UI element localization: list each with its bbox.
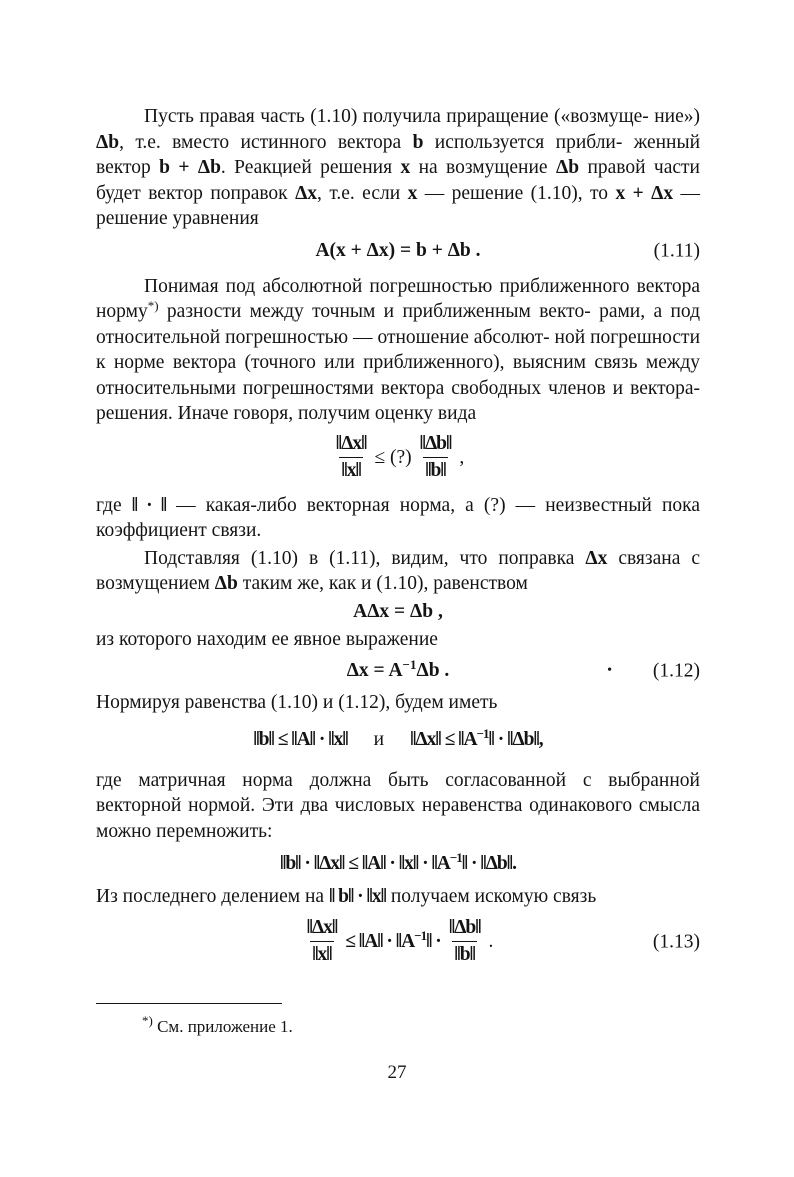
- inequality-mid: ≤ ‖A‖ · $‖A^{-1}‖$ ·: [345, 927, 441, 952]
- footnote-divider: [96, 1003, 282, 1004]
- text: Подставляя (1.10) в (1.11), видим, что поправка: [144, 547, 586, 569]
- math-inline: Δx: [585, 547, 608, 569]
- relation: ≤ (?): [374, 446, 412, 468]
- footnote-mark: *): [147, 298, 159, 313]
- text: таким же, как и (1.10), равенством: [237, 573, 528, 594]
- math-inline: ‖ · ‖: [131, 494, 167, 516]
- text: рами, а под относительной погрешностью — отношение абсолют-: [96, 301, 701, 348]
- fraction: $\frac{‖\Delta x‖}{‖x‖}$: [335, 433, 367, 481]
- paragraph-1: [96, 104, 700, 232]
- equation-norms: [96, 716, 700, 764]
- equation-expr: AΔx = Δb ,: [353, 600, 443, 622]
- math-inline: x + Δx: [615, 182, 674, 204]
- math-inline: Δx: [295, 182, 318, 204]
- text: вектора норму: [96, 275, 701, 322]
- punctuation: ,: [459, 446, 465, 468]
- text: ние»): [654, 106, 700, 127]
- text: — решение: [417, 182, 524, 204]
- text: правой части будет вектор поправок: [96, 157, 700, 204]
- text: используется прибли-: [423, 131, 623, 153]
- text: , т.е. вместо истинного вектора: [119, 131, 413, 153]
- text: , т.е. если: [317, 182, 408, 204]
- equation-product: [96, 844, 700, 884]
- equation-number: (1.13): [652, 930, 700, 952]
- text: где: [96, 494, 132, 516]
- footnote: [142, 1013, 293, 1038]
- text: (1.10), то: [530, 182, 616, 204]
- math-inline: b: [412, 131, 424, 153]
- text: возмущением: [96, 573, 215, 594]
- text: Понимая под абсолютной погрешностью приближенного: [144, 275, 630, 297]
- footnote-text: См. приложение 1.: [152, 1017, 293, 1036]
- text: свободных членов и вектора-решения. Иначе говоря, получим: [96, 377, 701, 424]
- math-inline: b + Δb: [159, 157, 221, 178]
- page-body: [96, 104, 700, 972]
- text: женный вектор: [96, 131, 701, 178]
- text: Нормируя равенства (1.10) и (1.12), будем иметь: [96, 692, 498, 713]
- text: . Реакцией решения: [220, 157, 401, 178]
- text: где матричная норма должна быть согласованной с выбранной: [96, 769, 700, 791]
- math-inline: Δb: [96, 131, 120, 153]
- text: ной погрешности к норме вектора (точного или приближенного),: [96, 326, 701, 373]
- text: связана с: [607, 547, 700, 569]
- equation-number: (1.12): [652, 660, 700, 682]
- footnote-mark: *): [142, 1013, 153, 1028]
- text: — решение уравнения: [96, 182, 700, 229]
- fraction: $\frac{‖\Delta x‖}{‖x‖}$: [306, 917, 338, 965]
- page-number: 27: [387, 1062, 407, 1083]
- text: Пусть правая часть (1.10) получила приращение («возмуще-: [144, 106, 649, 127]
- paragraph-3: [96, 493, 700, 544]
- text: векторной нормой. Эти два числовых неравенства одинакового: [96, 795, 633, 816]
- inequality-right: ‖Δx‖ ≤ $‖A^{-1}‖$ · ‖Δb‖,: [410, 725, 543, 750]
- math-inline: ‖ b‖ · ‖x‖: [328, 886, 386, 907]
- fraction: $\frac{‖\Delta b‖}{‖b‖}$: [448, 917, 481, 965]
- equation-adx: [96, 597, 700, 627]
- stray-dot: •: [607, 663, 612, 678]
- paragraph-5: [96, 627, 700, 653]
- math-inline: x: [400, 157, 411, 178]
- paragraph-4: [96, 546, 700, 597]
- equation-1-13: [96, 912, 700, 972]
- text: получаем искомую связь: [385, 886, 597, 907]
- math-inline: x: [407, 182, 418, 204]
- punctuation: .: [488, 930, 494, 952]
- text: выясним связь между относительными погрешностями вектора: [96, 352, 700, 399]
- math-inline: Δb: [214, 573, 238, 594]
- inequality-left: ‖b‖ ≤ ‖A‖ · ‖x‖: [253, 728, 348, 750]
- equation-number: (1.11): [653, 239, 700, 261]
- paragraph-7: [96, 768, 700, 845]
- conjunction: и: [373, 728, 385, 750]
- paragraph-6: [96, 690, 700, 716]
- equation-expr: A(x + Δx) = b + Δb .: [315, 239, 481, 261]
- paragraph-8: [96, 884, 700, 910]
- text: смысла можно перемножить:: [96, 795, 700, 842]
- text: — какая-либо векторная норма, а (?) — неизвестный пока: [166, 494, 700, 516]
- paragraph-2: [96, 274, 700, 427]
- equation-estimate: [96, 429, 700, 487]
- equation-1-12: [96, 652, 700, 690]
- text: оценку вида: [374, 403, 477, 424]
- text: разности между точным и приближенным векто-: [158, 301, 591, 322]
- text: Из последнего делением на: [96, 886, 329, 907]
- math-inline: Δb: [555, 157, 580, 178]
- equation-expr: ‖b‖ · ‖Δx‖ ≤ ‖A‖ · ‖x‖ · $‖A^{-1}‖$ · ‖Δb‖.: [280, 850, 516, 875]
- equation-expr: $\Delta x = A^{-1}\Delta b$ .: [346, 657, 450, 682]
- equation-1-11: [96, 234, 700, 268]
- text: из которого находим ее явное выражение: [96, 628, 438, 650]
- fraction: $\frac{‖\Delta b‖}{‖b‖}$: [419, 433, 452, 481]
- text: на возмущение: [410, 157, 556, 178]
- text: коэффициент связи.: [96, 520, 262, 541]
